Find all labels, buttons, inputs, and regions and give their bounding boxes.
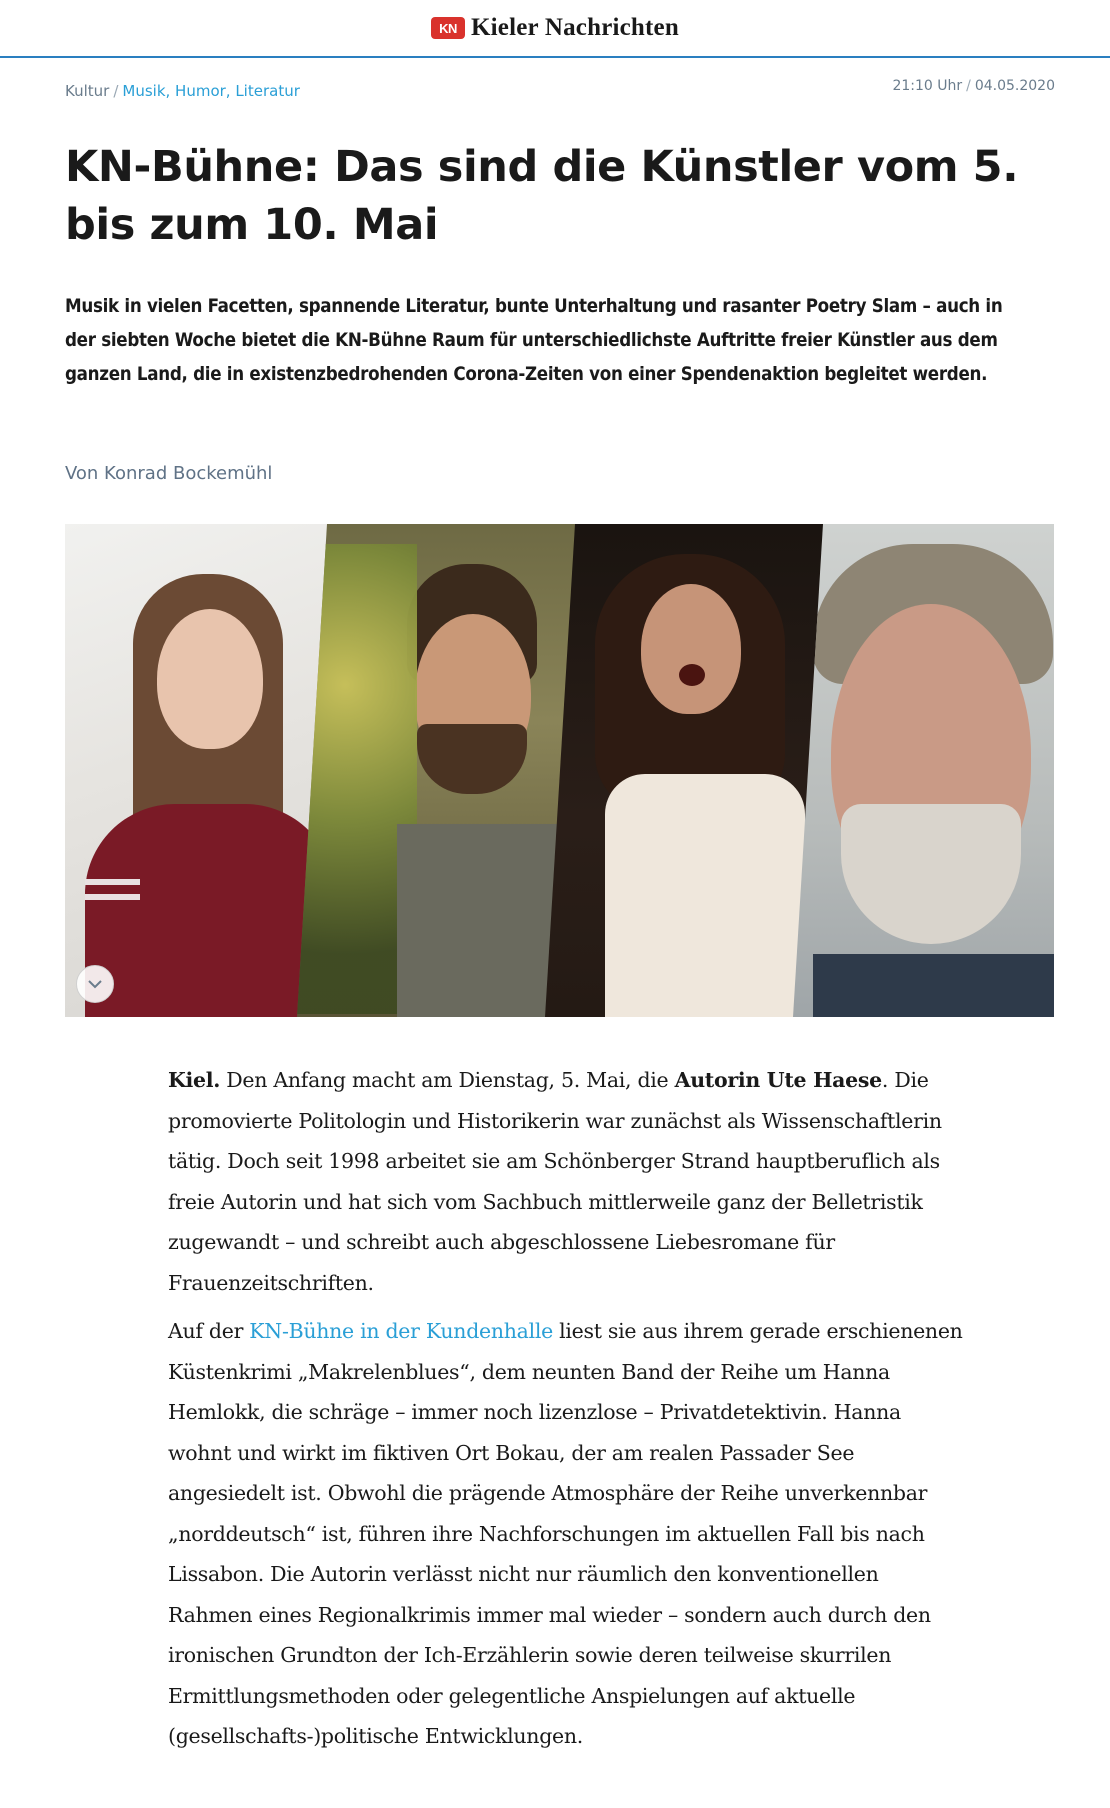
breadcrumb-section[interactable]: Kultur — [65, 82, 110, 100]
brand-name: Kieler Nachrichten — [471, 14, 679, 41]
hero-image[interactable] — [65, 524, 1054, 1017]
article-paragraph — [168, 1311, 968, 1757]
article-meta — [65, 78, 1055, 106]
logo-badge: KN — [431, 17, 465, 39]
article-headline: KN-Bühne: Das sind die Künstler vom 5. bis zum 10. Mai — [65, 142, 1019, 250]
hero-photo-panel-2 — [297, 524, 577, 1017]
article-date: 04.05.2020 — [974, 78, 1055, 94]
timestamp-separator: / — [966, 78, 971, 94]
article-time: 21:10 Uhr — [892, 78, 963, 94]
chevron-down-icon — [87, 979, 103, 989]
kn-buehne-link[interactable]: KN-Bühne in der Kundenhalle — [249, 1319, 553, 1343]
article-paragraph — [168, 1060, 968, 1303]
paragraph-text: Den Anfang macht am Dienstag, 5. Mai, die — [220, 1068, 675, 1092]
paragraph-text: . Die promovierte Politologin und Historikerin war zunächst als Wissenschaftlerin tätig. Doch seit 1998 arbeitet sie am Schönberger Strand hauptberuflich als freie Autorin und hat sich vom Sachbuch mittlerweile ganz der Belletristik zugewandt – und schreibt auch abgeschlossene Liebesromane für Frauenzeitschriften. — [168, 1068, 942, 1295]
site-header — [0, 0, 1110, 58]
site-logo[interactable] — [431, 14, 679, 42]
hero-photo-panel-1 — [65, 524, 335, 1017]
article-teaser: Musik in vielen Facetten, spannende Literatur, bunte Unterhaltung und rasanter Poetry Slam – auch in der siebten Woche bietet die KN-Bühne Raum für unterschiedlichste Auftritte freier Künstler aus dem ganzen Land, die in existenzbedrohenden Corona-Zeiten von einer Spendenaktion begleitet werden. — [65, 296, 1003, 385]
hero-photo-panel-3 — [545, 524, 825, 1017]
article-body — [168, 1060, 968, 1765]
paragraph-text: liest sie aus ihrem gerade erschienenen Küstenkrimi „Makrelenblues“, dem neunten Band der Reihe um Hanna Hemlokk, die schräge – immer noch lizenzlose – Privatdetektivin. Hanna wohnt und wirkt im fiktiven Ort Bokau, der am realen Passader See angesiedelt ist. Obwohl die prägende Atmosphäre der Reihe unverkennbar „norddeutsch“ ist, führen ihre Nachforschungen im aktuellen Fall bis nach Lissabon. Die Autorin verlässt nicht nur räumlich den konventionellen Rahmen eines Regionalkrimis immer mal wieder – sondern auch durch den ironischen Grundton der Ich-Erzählerin sowie deren teilweise skurrilen Ermittlungsmethoden oder gelegentliche Anspielungen auf aktuelle (gesellschafts-)politische Entwicklungen. — [168, 1319, 963, 1748]
article-timestamp — [892, 78, 1055, 94]
paragraph-text: Auf der — [168, 1319, 250, 1343]
paragraph-bold: Autorin Ute Haese — [674, 1068, 882, 1092]
breadcrumb-separator: / — [113, 82, 119, 100]
image-expand-button[interactable] — [76, 965, 114, 1003]
hero-photo-panel-4 — [793, 524, 1054, 1017]
breadcrumb-subsection[interactable]: Musik, Humor, Literatur — [122, 82, 300, 100]
breadcrumb — [65, 82, 300, 100]
article-author[interactable]: Von Konrad Bockemühl — [65, 463, 273, 484]
dateline: Kiel. — [168, 1068, 221, 1092]
